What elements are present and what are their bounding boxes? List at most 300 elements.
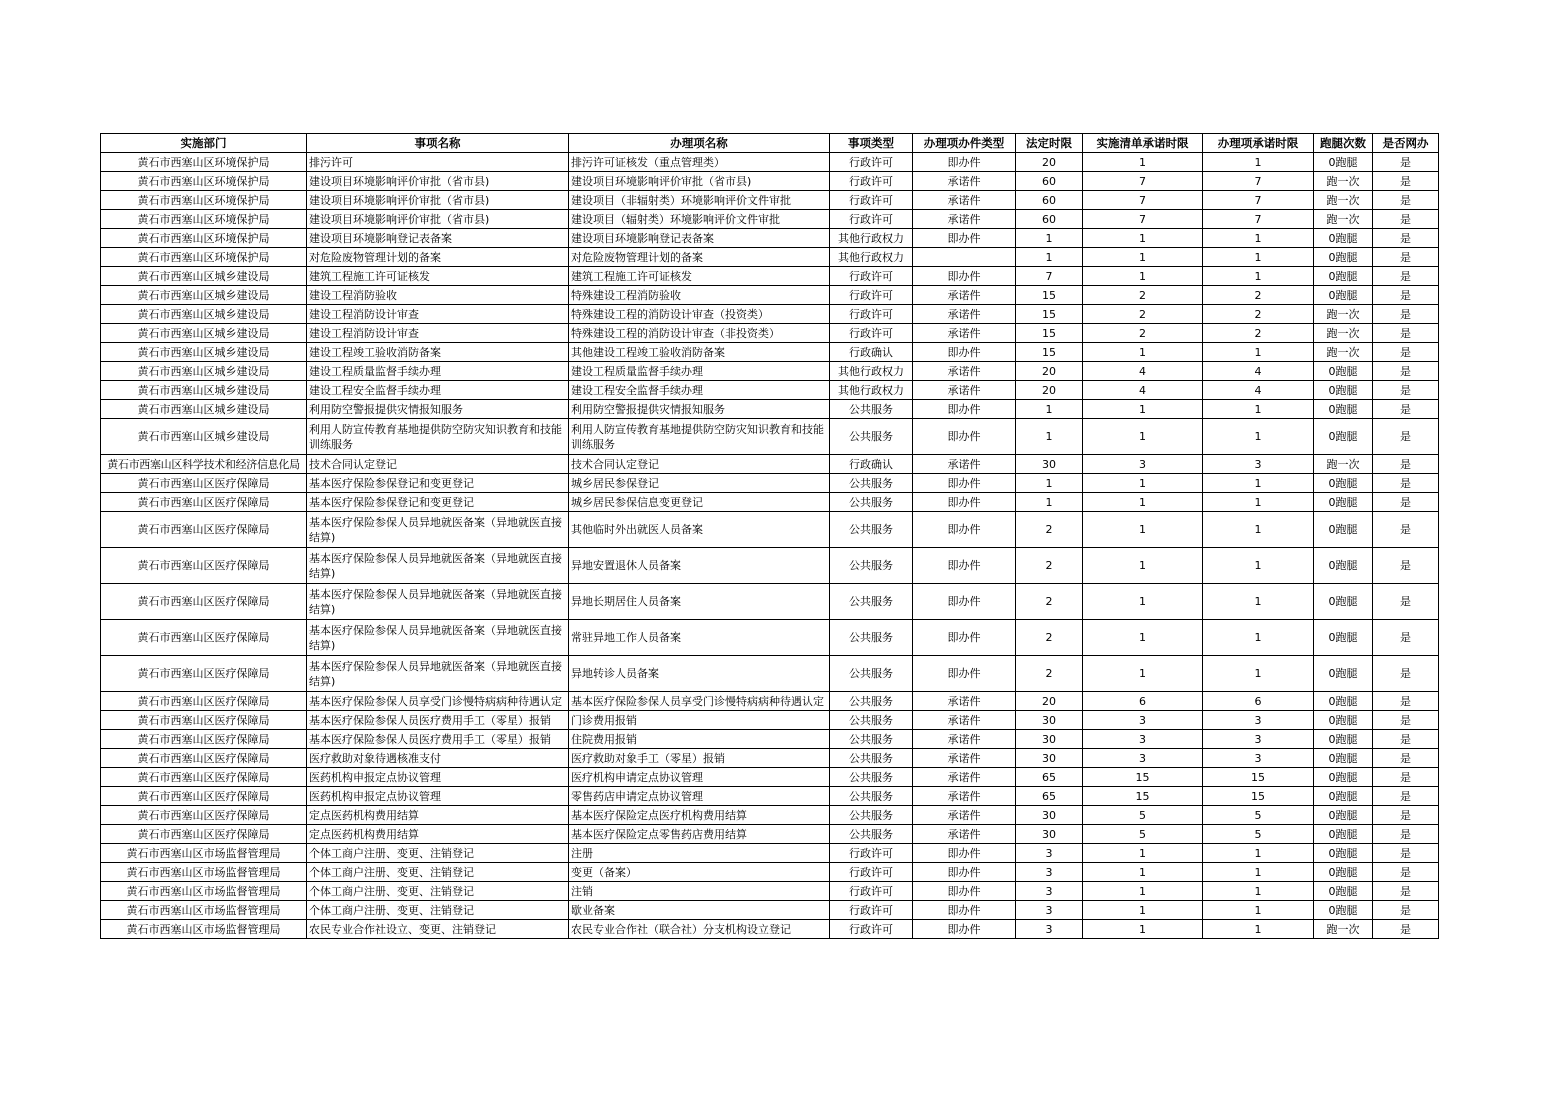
cell-item-name: 利用防空警报提供灾情报知服务 [307, 400, 569, 419]
cell-department: 黄石市西塞山区科学技术和经济信息化局 [101, 455, 307, 474]
table-row [101, 863, 1439, 882]
cell-item-name: 基本医疗保险参保人员医疗费用手工（零星）报销 [307, 730, 569, 749]
cell-list-promise-limit: 2 [1083, 305, 1203, 324]
cell-item-name: 医药机构申报定点协议管理 [307, 768, 569, 787]
cell-item-type: 公共服务 [830, 656, 913, 692]
cell-handling-item-name: 排污许可证核发（重点管理类） [569, 153, 830, 172]
cell-handling-item-name: 常驻异地工作人员备案 [569, 620, 830, 656]
cell-handling-item-name: 零售药店申请定点协议管理 [569, 787, 830, 806]
cell-department: 黄石市西塞山区城乡建设局 [101, 343, 307, 362]
cell-item-name: 建设工程消防验收 [307, 286, 569, 305]
cell-department: 黄石市西塞山区市场监督管理局 [101, 844, 307, 863]
table-row [101, 787, 1439, 806]
cell-handling-item-name: 医疗机构申请定点协议管理 [569, 768, 830, 787]
cell-department: 黄石市西塞山区医疗保障局 [101, 749, 307, 768]
cell-item-type: 公共服务 [830, 584, 913, 620]
cell-handling-item-name: 城乡居民参保登记 [569, 474, 830, 493]
cell-legal-limit: 1 [1016, 474, 1083, 493]
table-row [101, 153, 1439, 172]
cell-online: 是 [1373, 381, 1439, 400]
cell-handling-item-name: 建设工程安全监督手续办理 [569, 381, 830, 400]
cell-legal-limit: 20 [1016, 381, 1083, 400]
cell-item-type: 行政确认 [830, 455, 913, 474]
table-row [101, 248, 1439, 267]
cell-department: 黄石市西塞山区环境保护局 [101, 248, 307, 267]
cell-item-promise-limit: 1 [1203, 656, 1314, 692]
cell-online: 是 [1373, 229, 1439, 248]
cell-department: 黄石市西塞山区城乡建设局 [101, 286, 307, 305]
cell-case-type: 即办件 [913, 620, 1016, 656]
cell-item-promise-limit: 1 [1203, 493, 1314, 512]
cell-online: 是 [1373, 806, 1439, 825]
cell-item-type: 公共服务 [830, 493, 913, 512]
cell-item-type: 公共服务 [830, 787, 913, 806]
cell-handling-item-name: 基本医疗保险定点零售药店费用结算 [569, 825, 830, 844]
cell-item-type: 公共服务 [830, 400, 913, 419]
cell-item-promise-limit: 1 [1203, 920, 1314, 939]
cell-case-type: 承诺件 [913, 172, 1016, 191]
cell-legal-limit: 15 [1016, 343, 1083, 362]
cell-item-promise-limit: 3 [1203, 711, 1314, 730]
header-handling-item-name: 办理项名称 [569, 134, 830, 153]
cell-online: 是 [1373, 920, 1439, 939]
cell-case-type: 承诺件 [913, 381, 1016, 400]
cell-list-promise-limit: 1 [1083, 267, 1203, 286]
cell-legal-limit: 65 [1016, 787, 1083, 806]
cell-visit-count: 0跑腿 [1314, 229, 1373, 248]
cell-handling-item-name: 建设项目（辐射类）环境影响评价文件审批 [569, 210, 830, 229]
cell-handling-item-name: 异地转诊人员备案 [569, 656, 830, 692]
table-row [101, 229, 1439, 248]
cell-item-promise-limit: 15 [1203, 787, 1314, 806]
cell-legal-limit: 60 [1016, 210, 1083, 229]
cell-list-promise-limit: 1 [1083, 419, 1203, 455]
cell-list-promise-limit: 4 [1083, 362, 1203, 381]
header-online: 是否网办 [1373, 134, 1439, 153]
cell-item-promise-limit: 7 [1203, 210, 1314, 229]
cell-item-promise-limit: 3 [1203, 749, 1314, 768]
cell-item-promise-limit: 5 [1203, 806, 1314, 825]
service-items-table [100, 133, 1439, 939]
cell-legal-limit: 30 [1016, 825, 1083, 844]
cell-legal-limit: 15 [1016, 324, 1083, 343]
cell-item-name: 排污许可 [307, 153, 569, 172]
table-row [101, 512, 1439, 548]
cell-handling-item-name: 建设工程质量监督手续办理 [569, 362, 830, 381]
cell-item-promise-limit: 15 [1203, 768, 1314, 787]
cell-visit-count: 跑一次 [1314, 324, 1373, 343]
cell-case-type: 即办件 [913, 400, 1016, 419]
cell-visit-count: 0跑腿 [1314, 584, 1373, 620]
table-row [101, 210, 1439, 229]
cell-item-name: 农民专业合作社设立、变更、注销登记 [307, 920, 569, 939]
cell-item-promise-limit: 1 [1203, 548, 1314, 584]
cell-visit-count: 跑一次 [1314, 191, 1373, 210]
cell-legal-limit: 1 [1016, 229, 1083, 248]
cell-case-type: 承诺件 [913, 455, 1016, 474]
cell-item-type: 行政许可 [830, 191, 913, 210]
cell-online: 是 [1373, 711, 1439, 730]
cell-department: 黄石市西塞山区环境保护局 [101, 210, 307, 229]
cell-visit-count: 0跑腿 [1314, 267, 1373, 286]
cell-visit-count: 0跑腿 [1314, 656, 1373, 692]
table-row [101, 548, 1439, 584]
table-row [101, 381, 1439, 400]
cell-item-name: 基本医疗保险参保登记和变更登记 [307, 493, 569, 512]
cell-item-name: 建设工程消防设计审查 [307, 324, 569, 343]
cell-online: 是 [1373, 620, 1439, 656]
cell-department: 黄石市西塞山区医疗保障局 [101, 512, 307, 548]
table-header-row [101, 134, 1439, 153]
cell-legal-limit: 30 [1016, 749, 1083, 768]
cell-visit-count: 0跑腿 [1314, 768, 1373, 787]
cell-department: 黄石市西塞山区医疗保障局 [101, 825, 307, 844]
cell-list-promise-limit: 1 [1083, 248, 1203, 267]
cell-list-promise-limit: 1 [1083, 656, 1203, 692]
cell-handling-item-name: 建筑工程施工许可证核发 [569, 267, 830, 286]
table-row [101, 172, 1439, 191]
cell-visit-count: 0跑腿 [1314, 620, 1373, 656]
table-row [101, 692, 1439, 711]
table-row [101, 711, 1439, 730]
cell-item-type: 公共服务 [830, 419, 913, 455]
cell-online: 是 [1373, 901, 1439, 920]
cell-item-type: 公共服务 [830, 749, 913, 768]
cell-department: 黄石市西塞山区城乡建设局 [101, 324, 307, 343]
cell-online: 是 [1373, 172, 1439, 191]
cell-item-promise-limit: 4 [1203, 362, 1314, 381]
cell-item-promise-limit: 1 [1203, 229, 1314, 248]
cell-department: 黄石市西塞山区市场监督管理局 [101, 863, 307, 882]
cell-department: 黄石市西塞山区医疗保障局 [101, 474, 307, 493]
cell-item-name: 个体工商户注册、变更、注销登记 [307, 863, 569, 882]
cell-item-name: 建设项目环境影响登记表备案 [307, 229, 569, 248]
cell-department: 黄石市西塞山区市场监督管理局 [101, 920, 307, 939]
cell-item-promise-limit: 1 [1203, 620, 1314, 656]
cell-legal-limit: 3 [1016, 882, 1083, 901]
cell-legal-limit: 60 [1016, 172, 1083, 191]
cell-visit-count: 0跑腿 [1314, 248, 1373, 267]
cell-online: 是 [1373, 512, 1439, 548]
cell-department: 黄石市西塞山区医疗保障局 [101, 692, 307, 711]
cell-handling-item-name: 注销 [569, 882, 830, 901]
cell-list-promise-limit: 1 [1083, 844, 1203, 863]
table-row [101, 419, 1439, 455]
cell-visit-count: 0跑腿 [1314, 787, 1373, 806]
cell-online: 是 [1373, 825, 1439, 844]
cell-item-type: 其他行政权力 [830, 248, 913, 267]
cell-handling-item-name: 基本医疗保险参保人员享受门诊慢特病病种待遇认定 [569, 692, 830, 711]
cell-item-type: 公共服务 [830, 730, 913, 749]
cell-item-name: 基本医疗保险参保人员异地就医备案（异地就医直接结算) [307, 512, 569, 548]
cell-item-type: 行政许可 [830, 286, 913, 305]
cell-visit-count: 0跑腿 [1314, 286, 1373, 305]
cell-item-type: 行政许可 [830, 324, 913, 343]
cell-department: 黄石市西塞山区医疗保障局 [101, 806, 307, 825]
cell-list-promise-limit: 1 [1083, 493, 1203, 512]
cell-department: 黄石市西塞山区环境保护局 [101, 191, 307, 210]
cell-list-promise-limit: 5 [1083, 825, 1203, 844]
table-row [101, 343, 1439, 362]
cell-online: 是 [1373, 267, 1439, 286]
cell-legal-limit: 7 [1016, 267, 1083, 286]
cell-legal-limit: 30 [1016, 711, 1083, 730]
cell-list-promise-limit: 1 [1083, 400, 1203, 419]
cell-list-promise-limit: 1 [1083, 474, 1203, 493]
cell-visit-count: 0跑腿 [1314, 493, 1373, 512]
cell-department: 黄石市西塞山区市场监督管理局 [101, 882, 307, 901]
header-visit-count: 跑腿次数 [1314, 134, 1373, 153]
cell-item-name: 医疗救助对象待遇核准支付 [307, 749, 569, 768]
cell-list-promise-limit: 1 [1083, 584, 1203, 620]
header-item-promise-limit: 办理项承诺时限 [1203, 134, 1314, 153]
cell-legal-limit: 1 [1016, 248, 1083, 267]
cell-handling-item-name: 门诊费用报销 [569, 711, 830, 730]
cell-item-promise-limit: 7 [1203, 191, 1314, 210]
cell-item-type: 行政许可 [830, 172, 913, 191]
cell-legal-limit: 2 [1016, 656, 1083, 692]
cell-visit-count: 0跑腿 [1314, 362, 1373, 381]
cell-case-type: 即办件 [913, 267, 1016, 286]
cell-case-type: 承诺件 [913, 730, 1016, 749]
cell-item-name: 基本医疗保险参保人员异地就医备案（异地就医直接结算) [307, 656, 569, 692]
cell-case-type: 承诺件 [913, 749, 1016, 768]
cell-visit-count: 0跑腿 [1314, 730, 1373, 749]
cell-department: 黄石市西塞山区市场监督管理局 [101, 901, 307, 920]
cell-item-type: 行政许可 [830, 901, 913, 920]
cell-item-promise-limit: 1 [1203, 474, 1314, 493]
cell-case-type: 承诺件 [913, 825, 1016, 844]
cell-online: 是 [1373, 153, 1439, 172]
cell-handling-item-name: 农民专业合作社（联合社）分支机构设立登记 [569, 920, 830, 939]
cell-item-promise-limit: 7 [1203, 172, 1314, 191]
cell-visit-count: 0跑腿 [1314, 400, 1373, 419]
cell-item-promise-limit: 2 [1203, 305, 1314, 324]
cell-item-promise-limit: 2 [1203, 286, 1314, 305]
cell-case-type: 承诺件 [913, 787, 1016, 806]
cell-list-promise-limit: 1 [1083, 920, 1203, 939]
cell-item-type: 公共服务 [830, 825, 913, 844]
table-row [101, 768, 1439, 787]
cell-list-promise-limit: 15 [1083, 787, 1203, 806]
cell-legal-limit: 2 [1016, 584, 1083, 620]
cell-list-promise-limit: 3 [1083, 711, 1203, 730]
cell-item-promise-limit: 1 [1203, 248, 1314, 267]
cell-item-type: 其他行政权力 [830, 362, 913, 381]
cell-online: 是 [1373, 474, 1439, 493]
cell-item-name: 利用人防宣传教育基地提供防空防灾知识教育和技能训练服务 [307, 419, 569, 455]
cell-item-type: 公共服务 [830, 620, 913, 656]
cell-handling-item-name: 特殊建设工程的消防设计审查（非投资类） [569, 324, 830, 343]
cell-item-type: 行政许可 [830, 210, 913, 229]
cell-online: 是 [1373, 844, 1439, 863]
table-row [101, 749, 1439, 768]
cell-online: 是 [1373, 749, 1439, 768]
cell-item-promise-limit: 6 [1203, 692, 1314, 711]
cell-visit-count: 0跑腿 [1314, 749, 1373, 768]
cell-department: 黄石市西塞山区医疗保障局 [101, 493, 307, 512]
table-row [101, 455, 1439, 474]
cell-online: 是 [1373, 286, 1439, 305]
table-row [101, 844, 1439, 863]
cell-visit-count: 0跑腿 [1314, 863, 1373, 882]
cell-item-promise-limit: 3 [1203, 455, 1314, 474]
cell-visit-count: 0跑腿 [1314, 825, 1373, 844]
cell-item-name: 个体工商户注册、变更、注销登记 [307, 882, 569, 901]
cell-case-type: 即办件 [913, 656, 1016, 692]
cell-case-type: 即办件 [913, 229, 1016, 248]
cell-case-type: 承诺件 [913, 692, 1016, 711]
cell-handling-item-name: 异地安置退休人员备案 [569, 548, 830, 584]
cell-legal-limit: 1 [1016, 400, 1083, 419]
cell-online: 是 [1373, 863, 1439, 882]
cell-item-name: 建设项目环境影响评价审批（省市县) [307, 210, 569, 229]
cell-online: 是 [1373, 692, 1439, 711]
cell-item-name: 基本医疗保险参保人员异地就医备案（异地就医直接结算) [307, 584, 569, 620]
cell-item-name: 基本医疗保险参保人员异地就医备案（异地就医直接结算) [307, 548, 569, 584]
cell-list-promise-limit: 2 [1083, 286, 1203, 305]
cell-item-type: 其他行政权力 [830, 229, 913, 248]
cell-handling-item-name: 建设项目（非辐射类）环境影响评价文件审批 [569, 191, 830, 210]
table-row [101, 267, 1439, 286]
header-item-name: 事项名称 [307, 134, 569, 153]
table-row [101, 882, 1439, 901]
table-row [101, 324, 1439, 343]
cell-item-type: 公共服务 [830, 711, 913, 730]
cell-visit-count: 跑一次 [1314, 172, 1373, 191]
cell-online: 是 [1373, 419, 1439, 455]
cell-item-type: 公共服务 [830, 474, 913, 493]
cell-online: 是 [1373, 548, 1439, 584]
cell-online: 是 [1373, 191, 1439, 210]
cell-item-type: 行政许可 [830, 267, 913, 286]
cell-department: 黄石市西塞山区环境保护局 [101, 172, 307, 191]
cell-item-type: 公共服务 [830, 806, 913, 825]
cell-item-name: 建设工程安全监督手续办理 [307, 381, 569, 400]
cell-handling-item-name: 特殊建设工程的消防设计审查（投资类） [569, 305, 830, 324]
cell-case-type: 承诺件 [913, 324, 1016, 343]
cell-item-type: 行政许可 [830, 305, 913, 324]
cell-department: 黄石市西塞山区医疗保障局 [101, 768, 307, 787]
cell-online: 是 [1373, 305, 1439, 324]
cell-department: 黄石市西塞山区城乡建设局 [101, 381, 307, 400]
table-row [101, 584, 1439, 620]
cell-item-type: 公共服务 [830, 768, 913, 787]
cell-legal-limit: 65 [1016, 768, 1083, 787]
cell-case-type: 即办件 [913, 512, 1016, 548]
table-row [101, 400, 1439, 419]
cell-item-type: 行政许可 [830, 153, 913, 172]
cell-item-promise-limit: 1 [1203, 153, 1314, 172]
cell-item-name: 技术合同认定登记 [307, 455, 569, 474]
cell-item-promise-limit: 1 [1203, 419, 1314, 455]
cell-item-name: 建设工程竣工验收消防备案 [307, 343, 569, 362]
cell-legal-limit: 20 [1016, 153, 1083, 172]
table-row [101, 493, 1439, 512]
cell-department: 黄石市西塞山区医疗保障局 [101, 584, 307, 620]
cell-list-promise-limit: 15 [1083, 768, 1203, 787]
cell-department: 黄石市西塞山区城乡建设局 [101, 419, 307, 455]
cell-list-promise-limit: 5 [1083, 806, 1203, 825]
cell-visit-count: 0跑腿 [1314, 692, 1373, 711]
cell-department: 黄石市西塞山区城乡建设局 [101, 267, 307, 286]
cell-item-promise-limit: 4 [1203, 381, 1314, 400]
cell-item-promise-limit: 5 [1203, 825, 1314, 844]
cell-handling-item-name: 建设项目环境影响评价审批（省市县) [569, 172, 830, 191]
cell-case-type: 即办件 [913, 419, 1016, 455]
cell-department: 黄石市西塞山区环境保护局 [101, 153, 307, 172]
cell-legal-limit: 30 [1016, 730, 1083, 749]
cell-department: 黄石市西塞山区医疗保障局 [101, 787, 307, 806]
cell-visit-count: 0跑腿 [1314, 381, 1373, 400]
cell-item-promise-limit: 1 [1203, 400, 1314, 419]
table-row [101, 806, 1439, 825]
cell-online: 是 [1373, 400, 1439, 419]
header-item-type: 事项类型 [830, 134, 913, 153]
cell-online: 是 [1373, 493, 1439, 512]
cell-department: 黄石市西塞山区城乡建设局 [101, 400, 307, 419]
cell-list-promise-limit: 7 [1083, 191, 1203, 210]
cell-online: 是 [1373, 584, 1439, 620]
cell-online: 是 [1373, 362, 1439, 381]
cell-item-name: 建设工程消防设计审查 [307, 305, 569, 324]
cell-visit-count: 0跑腿 [1314, 474, 1373, 493]
cell-list-promise-limit: 1 [1083, 882, 1203, 901]
cell-case-type: 即办件 [913, 584, 1016, 620]
cell-case-type: 承诺件 [913, 768, 1016, 787]
table-row [101, 474, 1439, 493]
cell-list-promise-limit: 7 [1083, 172, 1203, 191]
cell-list-promise-limit: 7 [1083, 210, 1203, 229]
cell-list-promise-limit: 1 [1083, 620, 1203, 656]
cell-list-promise-limit: 1 [1083, 343, 1203, 362]
cell-legal-limit: 1 [1016, 493, 1083, 512]
cell-item-promise-limit: 1 [1203, 863, 1314, 882]
cell-handling-item-name: 其他建设工程竣工验收消防备案 [569, 343, 830, 362]
cell-item-type: 公共服务 [830, 512, 913, 548]
cell-item-type: 行政许可 [830, 863, 913, 882]
cell-item-name: 建设项目环境影响评价审批（省市县) [307, 172, 569, 191]
cell-legal-limit: 2 [1016, 548, 1083, 584]
cell-visit-count: 0跑腿 [1314, 882, 1373, 901]
cell-legal-limit: 15 [1016, 305, 1083, 324]
cell-case-type: 即办件 [913, 493, 1016, 512]
cell-handling-item-name: 异地长期居住人员备案 [569, 584, 830, 620]
cell-list-promise-limit: 4 [1083, 381, 1203, 400]
cell-case-type: 承诺件 [913, 711, 1016, 730]
cell-handling-item-name: 对危险废物管理计划的备案 [569, 248, 830, 267]
cell-case-type [913, 248, 1016, 267]
cell-department: 黄石市西塞山区城乡建设局 [101, 305, 307, 324]
table-row [101, 901, 1439, 920]
cell-department: 黄石市西塞山区环境保护局 [101, 229, 307, 248]
cell-item-type: 行政确认 [830, 343, 913, 362]
table-row [101, 620, 1439, 656]
cell-item-name: 定点医药机构费用结算 [307, 806, 569, 825]
cell-case-type: 即办件 [913, 901, 1016, 920]
cell-list-promise-limit: 1 [1083, 153, 1203, 172]
cell-visit-count: 跑一次 [1314, 210, 1373, 229]
cell-item-type: 行政许可 [830, 844, 913, 863]
cell-department: 黄石市西塞山区医疗保障局 [101, 620, 307, 656]
cell-legal-limit: 20 [1016, 692, 1083, 711]
table-row [101, 730, 1439, 749]
table-row [101, 191, 1439, 210]
cell-handling-item-name: 变更（备案） [569, 863, 830, 882]
cell-case-type: 承诺件 [913, 305, 1016, 324]
cell-department: 黄石市西塞山区城乡建设局 [101, 362, 307, 381]
cell-case-type: 即办件 [913, 863, 1016, 882]
